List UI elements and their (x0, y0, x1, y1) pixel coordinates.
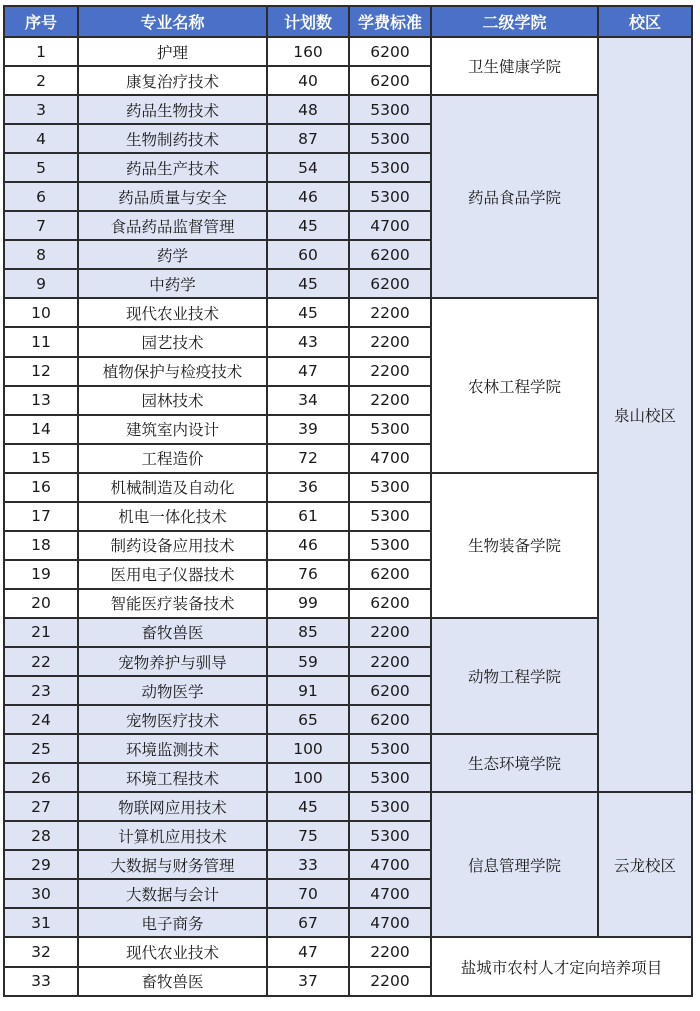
row-major-name: 植物保护与检疫技术 (79, 358, 268, 387)
row-seq: 21 (5, 619, 79, 648)
row-major-name: 建筑室内设计 (79, 416, 268, 445)
row-plan-count: 67 (268, 909, 350, 938)
row-seq: 30 (5, 880, 79, 909)
row-major-name: 现代农业技术 (79, 299, 268, 328)
row-seq: 31 (5, 909, 79, 938)
row-plan-count: 47 (268, 358, 350, 387)
row-major-name: 药学 (79, 241, 268, 270)
row-plan-count: 46 (268, 532, 350, 561)
row-fee: 2200 (350, 968, 432, 997)
row-major-name: 电子商务 (79, 909, 268, 938)
row-seq: 6 (5, 183, 79, 212)
row-seq: 3 (5, 96, 79, 125)
row-fee: 5300 (350, 735, 432, 764)
row-fee: 5300 (350, 154, 432, 183)
header-plan: 计划数 (268, 7, 350, 38)
row-fee: 4700 (350, 851, 432, 880)
row-fee: 4700 (350, 212, 432, 241)
row-fee: 5300 (350, 503, 432, 532)
row-plan-count: 40 (268, 67, 350, 96)
row-major-name: 医用电子仪器技术 (79, 561, 268, 590)
row-fee: 5300 (350, 532, 432, 561)
row-fee: 6200 (350, 67, 432, 96)
row-seq: 32 (5, 938, 79, 967)
row-seq: 33 (5, 968, 79, 997)
row-plan-count: 45 (268, 212, 350, 241)
row-seq: 13 (5, 387, 79, 416)
row-fee: 5300 (350, 125, 432, 154)
row-plan-count: 48 (268, 96, 350, 125)
row-major-name: 宠物养护与驯导 (79, 648, 268, 677)
row-seq: 19 (5, 561, 79, 590)
row-major-name: 物联网应用技术 (79, 793, 268, 822)
row-plan-count: 85 (268, 619, 350, 648)
row-major-name: 动物医学 (79, 677, 268, 706)
row-fee: 2200 (350, 328, 432, 357)
row-major-name: 大数据与会计 (79, 880, 268, 909)
row-major-name: 生物制药技术 (79, 125, 268, 154)
row-major-name: 中药学 (79, 270, 268, 299)
row-plan-count: 45 (268, 793, 350, 822)
header-campus: 校区 (599, 7, 693, 38)
row-major-name: 园艺技术 (79, 328, 268, 357)
campus-cell: 云龙校区 (599, 793, 693, 938)
row-seq: 18 (5, 532, 79, 561)
row-seq: 16 (5, 474, 79, 503)
row-plan-count: 60 (268, 241, 350, 270)
row-major-name: 药品生产技术 (79, 154, 268, 183)
row-plan-count: 46 (268, 183, 350, 212)
row-seq: 1 (5, 38, 79, 67)
row-plan-count: 100 (268, 764, 350, 793)
row-seq: 14 (5, 416, 79, 445)
row-fee: 6200 (350, 38, 432, 67)
row-fee: 4700 (350, 445, 432, 474)
college-cell: 生物装备学院 (432, 474, 599, 619)
header-seq: 序号 (5, 7, 79, 38)
row-major-name: 计算机应用技术 (79, 822, 268, 851)
row-fee: 6200 (350, 590, 432, 619)
header-college: 二级学院 (432, 7, 599, 38)
row-plan-count: 43 (268, 328, 350, 357)
college-cell: 农林工程学院 (432, 299, 599, 473)
row-seq: 17 (5, 503, 79, 532)
college-cell: 卫生健康学院 (432, 38, 599, 96)
row-seq: 8 (5, 241, 79, 270)
row-fee: 6200 (350, 677, 432, 706)
row-plan-count: 76 (268, 561, 350, 590)
row-plan-count: 100 (268, 735, 350, 764)
row-plan-count: 54 (268, 154, 350, 183)
row-seq: 5 (5, 154, 79, 183)
row-seq: 7 (5, 212, 79, 241)
row-plan-count: 45 (268, 270, 350, 299)
special-program-cell: 盐城市农村人才定向培养项目 (432, 938, 693, 996)
row-major-name: 康复治疗技术 (79, 67, 268, 96)
row-seq: 28 (5, 822, 79, 851)
row-fee: 5300 (350, 793, 432, 822)
row-plan-count: 99 (268, 590, 350, 619)
row-plan-count: 160 (268, 38, 350, 67)
row-major-name: 机电一体化技术 (79, 503, 268, 532)
row-major-name: 护理 (79, 38, 268, 67)
row-fee: 5300 (350, 764, 432, 793)
college-cell: 生态环境学院 (432, 735, 599, 793)
row-plan-count: 33 (268, 851, 350, 880)
row-fee: 4700 (350, 909, 432, 938)
row-seq: 24 (5, 706, 79, 735)
row-major-name: 畜牧兽医 (79, 619, 268, 648)
header-major: 专业名称 (79, 7, 268, 38)
row-fee: 5300 (350, 822, 432, 851)
row-seq: 4 (5, 125, 79, 154)
row-fee: 6200 (350, 561, 432, 590)
row-seq: 25 (5, 735, 79, 764)
row-plan-count: 75 (268, 822, 350, 851)
row-major-name: 工程造价 (79, 445, 268, 474)
row-plan-count: 34 (268, 387, 350, 416)
enrollment-plan-table (3, 5, 693, 997)
row-plan-count: 37 (268, 968, 350, 997)
campus-cell: 泉山校区 (599, 38, 693, 793)
row-fee: 5300 (350, 416, 432, 445)
row-major-name: 环境工程技术 (79, 764, 268, 793)
row-seq: 15 (5, 445, 79, 474)
row-plan-count: 45 (268, 299, 350, 328)
row-major-name: 机械制造及自动化 (79, 474, 268, 503)
row-plan-count: 59 (268, 648, 350, 677)
row-major-name: 宠物医疗技术 (79, 706, 268, 735)
row-plan-count: 39 (268, 416, 350, 445)
college-cell: 动物工程学院 (432, 619, 599, 735)
row-major-name: 智能医疗装备技术 (79, 590, 268, 619)
row-seq: 23 (5, 677, 79, 706)
row-seq: 2 (5, 67, 79, 96)
row-major-name: 药品质量与安全 (79, 183, 268, 212)
row-major-name: 大数据与财务管理 (79, 851, 268, 880)
row-seq: 9 (5, 270, 79, 299)
row-fee: 6200 (350, 241, 432, 270)
row-seq: 26 (5, 764, 79, 793)
row-seq: 22 (5, 648, 79, 677)
row-seq: 20 (5, 590, 79, 619)
row-plan-count: 65 (268, 706, 350, 735)
row-major-name: 食品药品监督管理 (79, 212, 268, 241)
row-plan-count: 70 (268, 880, 350, 909)
row-major-name: 药品生物技术 (79, 96, 268, 125)
row-fee: 2200 (350, 648, 432, 677)
row-major-name: 畜牧兽医 (79, 968, 268, 997)
row-major-name: 制药设备应用技术 (79, 532, 268, 561)
row-fee: 2200 (350, 938, 432, 967)
row-seq: 12 (5, 358, 79, 387)
row-fee: 5300 (350, 474, 432, 503)
row-plan-count: 61 (268, 503, 350, 532)
row-seq: 27 (5, 793, 79, 822)
row-seq: 10 (5, 299, 79, 328)
header-fee: 学费标准 (350, 7, 432, 38)
row-major-name: 现代农业技术 (79, 938, 268, 967)
row-fee: 2200 (350, 358, 432, 387)
row-major-name: 园林技术 (79, 387, 268, 416)
row-plan-count: 91 (268, 677, 350, 706)
row-major-name: 环境监测技术 (79, 735, 268, 764)
row-fee: 6200 (350, 706, 432, 735)
row-fee: 2200 (350, 387, 432, 416)
college-cell: 药品食品学院 (432, 96, 599, 299)
row-plan-count: 36 (268, 474, 350, 503)
row-fee: 5300 (350, 183, 432, 212)
row-plan-count: 72 (268, 445, 350, 474)
row-fee: 5300 (350, 96, 432, 125)
row-seq: 11 (5, 328, 79, 357)
row-plan-count: 47 (268, 938, 350, 967)
row-seq: 29 (5, 851, 79, 880)
row-fee: 6200 (350, 270, 432, 299)
row-fee: 2200 (350, 299, 432, 328)
college-cell: 信息管理学院 (432, 793, 599, 938)
row-fee: 2200 (350, 619, 432, 648)
row-fee: 4700 (350, 880, 432, 909)
row-plan-count: 87 (268, 125, 350, 154)
